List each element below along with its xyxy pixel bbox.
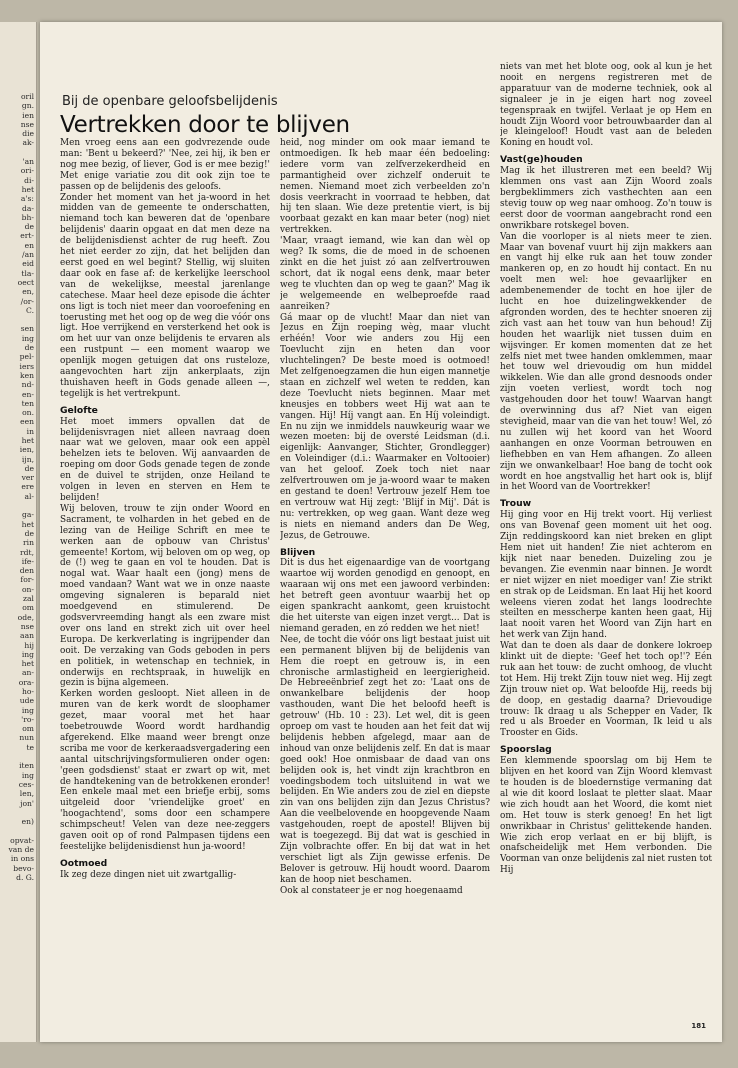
paragraph: Ik zeg deze dingen niet uit zwartgallig-	[60, 869, 237, 880]
prev-page-fragment: ori-	[20, 166, 34, 176]
previous-page-edge	[0, 22, 37, 1042]
prev-page-fragment	[0, 752, 36, 761]
prev-page-fragment: eid	[22, 259, 34, 269]
prev-page-fragment: het	[21, 435, 34, 445]
prev-page-fragment: ode,	[17, 612, 34, 622]
prev-page-fragment: van de	[8, 845, 34, 855]
prev-page-fragment: en)	[21, 817, 34, 827]
prev-page-fragment: om	[22, 603, 34, 613]
prev-page-fragment: opvat-	[10, 835, 34, 845]
prev-page-fragment: ude	[19, 696, 34, 706]
prev-page-fragment: ten	[21, 398, 34, 408]
paragraph: 'Maar, vraagt iemand, wie kan dan wèl op weg? Ik soms, die de moed in de schoenen zinkt en die het juist zó aan zelfvertrouwen schort, dat ik nogal eens denk, maar beter weg te vluchten dan op weg te gaan?' Mag ik je welgemeende en welbeproefde raad aanreiken?	[280, 236, 490, 312]
prev-page-fragment: nd-	[21, 380, 34, 390]
prev-page-fragment: gn.	[21, 101, 34, 111]
prev-page-fragment: aan	[20, 631, 34, 641]
prev-page-fragment: ife-	[21, 556, 34, 566]
section-heading: Vast(ge)houden	[500, 154, 583, 166]
prev-page-fragment: di-	[24, 175, 34, 185]
prev-page-fragment: ijn,	[21, 454, 34, 464]
page-number: 181	[691, 1022, 706, 1030]
prev-page-fragment: de	[24, 463, 34, 473]
prev-page-fragment: 'an	[22, 157, 34, 167]
prev-page-fragment: nse	[20, 621, 34, 631]
prev-page-fragment: ora-	[18, 677, 34, 687]
paragraph: Gá maar op de vlucht! Maar dan niet van Jezus en Zijn roeping wèg, maar vlucht erhéén! Voor wie anders zou Hij een Toevlucht zijn en heten dan voor vluchtelingen? De beste moed is ootmoed! Met zelfgenoegzamen die hun eigen mannetje staan en zichzelf wel weten te redden, kan deze Toevlucht niets beginnen. Maar met kneusjes en tobbers weet Hij wat aan te vangen. Hij! Híj vangt aan. En Híj voleindigt. En nu zijn we inmiddels nauwkeurig waar we wezen moeten: bij de oversté Leidsman (d.i. eigenlijk: Aanvanger, Stichter, Grondlegger) en Voleindiger (d.i.: Waarmaker en Voltooier) van het geloof. Zoek toch niet naar zelfvertrouwen om je ja-woord waar te maken en gestand te doen! Vertrouw jezelf Hem toe en vertrouw wat Hij zegt: 'Blijf in Mij'. Dát is nu: vertrekken, op weg gaan. Want deze weg is niets en niemand anders dan De Weg, Jezus, de Getrouwe.	[280, 312, 490, 541]
prev-page-fragment: nse	[20, 119, 34, 129]
prev-page-fragment: bh-	[21, 212, 34, 222]
prev-page-fragment: ga-	[22, 510, 34, 520]
paragraph: Mag ik het illustreren met een beeld? Wij klemmen ons vast aan Zijn Woord zoals bergbeklimmers zich vasthechten aan een stevig touw op weg naar omhoog. Zo'n touw is eerst door de voorman aangebracht rond een onwrikbare rotskegel boven.	[500, 166, 712, 231]
prev-page-fragment: nun	[19, 733, 34, 743]
prev-page-fragment: de	[24, 222, 34, 232]
prev-page-fragment: oril	[20, 92, 34, 101]
prev-page-fragment: die	[22, 129, 34, 139]
prev-page-fragment: ak-	[22, 138, 34, 148]
prev-page-fragment: a's:	[20, 194, 34, 204]
prev-page-fragment: rdt,	[20, 547, 34, 557]
prev-page-fragment	[0, 501, 36, 510]
prev-page-fragment: en	[24, 240, 34, 250]
prev-page-fragment: het	[21, 184, 34, 194]
prev-page-fragment	[0, 315, 36, 324]
paragraph: Het moet immers opvallen dat de belijdenisvragen niet alleen navraag doen naar wat we geloven, maar ook een appèl behelzen iets te beloven. Wij aanvaarden de roeping om door Gods genade tegen de zonde en de duivel te strijden, onze Heiland te volgen in leven en sterven en Hem te belijden!	[60, 416, 270, 503]
prev-page-fragment: ken	[20, 370, 34, 380]
paragraph: Dit is dus het eigenaardige van de voortgang waartoe wij worden genodigd en genoopt, en waaraan wij ons met een jawoord verbinden: het betreft geen avontuur waarbij het op eigen spankracht aankomt, geen kruistocht die het uiterste van eigen inzet vergt... Dat is niemand geraden, en zó redden we het niet!	[280, 558, 490, 634]
prev-page-fragment: d. G.	[16, 872, 34, 882]
prev-page-fragment: ing	[21, 333, 34, 343]
prev-page-fragment: pel-	[19, 352, 34, 362]
prev-page-fragment: ho-	[21, 687, 34, 696]
prev-page-fragment: jon'	[20, 798, 34, 808]
paragraph: Men vroeg eens aan een godvrezende oude man: 'Bent u bekeerd?' 'Nee, zei hij, ik ben er nog mee bezig, of liever, God is er mee bezig!' Met enige variatie zou dit ook zijn toe te passen op de belijdenis des geloofs.	[60, 138, 270, 192]
prev-page-fragment: sen	[20, 324, 34, 334]
prev-page-fragment: al-	[24, 491, 34, 501]
article-kicker: Bij de openbare geloofsbelijdenis	[62, 94, 278, 109]
prev-page-fragment: en,	[22, 287, 34, 297]
article-title: Vertrekken door te blijven	[60, 112, 350, 138]
prev-page-fragment: /an	[22, 250, 34, 260]
prev-page-fragment: iers	[19, 361, 34, 371]
paragraph: heid, nog minder om ook maar iemand te ontmoedigen. Ik heb maar één bedoeling: iedere vorm van zelfverzekerdheid en parmantigheid over zichzelf onderuit te nemen. Niemand moet zich verbeelden zo'n dosis veerkracht in voorraad te hebben, dat hij ten slaan. Wie deze pretentie viert, is bij voorbaat gezakt en kan maar beter (nog) niet vertrekken.	[280, 138, 490, 236]
prev-page-fragment: te	[26, 742, 34, 752]
prev-page-fragment: /or-	[20, 296, 34, 306]
paragraph: Zonder het moment van het ja-woord in het midden van de gemeente te onderschatten, niemand toch kan beweren dat de 'openbare belijdenis' daarin opgaat en dat men deze na de belijdenisdienst achter de rug heeft. Zou het niet eerder zo zijn, dat het belijden dan eerst goed en wel begint? Stellig, wij sluiten daar ook en fase af: de kerkelijke leerschool van de wekelijkse, meestal jarenlange catechese. Maar heel deze episode die áchter ons ligt is toch niet meer dan vooroefening en toerusting met het oog op de weg die vóór ons ligt. Hoe verrijkend en versterkend het ook is om het uur van onze belijdenis te ervaren als een rustpunt — een moment waarop we openlijk mogen getuigen dat ons rusteloze, aangevochten hart zijn ankerplaats, zijn thuishaven heeft in Gods genade alleen —, tegelijk is het vertrekpunt.	[60, 192, 270, 399]
prev-page-fragment: rin	[23, 538, 34, 548]
prev-page-fragment: het	[21, 519, 34, 529]
prev-page-fragment: on-	[21, 584, 34, 594]
paragraph: Kerken worden gesloopt. Niet alleen in de muren van de kerk wordt de sloophamer gezet, maar vooral met het haar toebetrouwde Woord wordt hardhandig afgerekend. Elke maand weer brengt onze scriba me voor de kerkeraadsvergadering een aantal uitschrijvingsformulieren onder ogen: 'geen godsdienst' staat er zwart op wit, met de handtekening van de betrokkenen eronder! Een enkele maal met een briefje erbij, soms uitgeleid door 'vriendelijke groet' en 'hoogachtend', soms door een schampere schimpscheut! Velen van deze nee-zeggers gaven ooit op of rond Palmpasen tijdens een feestelijke belijdenisdienst hun ja-woord!	[60, 689, 270, 852]
prev-page-fragment: ere	[21, 482, 34, 492]
prev-page-fragment: oect	[17, 277, 34, 287]
prev-page-fragment: bevo-	[13, 863, 34, 873]
prev-page-fragment: een	[20, 417, 34, 427]
prev-page-fragment: ing	[21, 705, 34, 715]
prev-page-fragment: an-	[22, 668, 34, 678]
paragraph: Ook al constateer je er nog hoegenaamd	[280, 885, 463, 896]
paragraph: Wij beloven, trouw te zijn onder Woord en Sacrament, te volharden in het gebed en de lezing van de Heilige Schrift en mee te werken aan de opbouw van Christus' gemeente! Kortom, wij beloven om op weg, op de (!) weg te gaan en vol te houden. Dat is nogal wat. Waar haalt een (jong) mens de moed vandaan? Want wat we in onze naaste omgeving signaleren is beparald niet moedgevend en stimulerend. De godsvervreemding hangt als een zware mist over ons land en strekt zich uit over heel Europa. De kerkverlating is ingrijpender dan ooit. De verzaking van Gods geboden in pers en politiek, in wetenschap en techniek, in onderwijs en rechtspraak, in huwelijk en gezin is bijna algemeen.	[60, 503, 270, 689]
paragraph: Van die voorloper is al niets meer te zien. Maar van bovenaf vuurt hij zijn makkers aan en vangt hij elke ruk aan het touw zonder mankeren op, en zo houdt hij contact. En nu voelt men wel: hoe gevaarlijker en adembenemender de tocht en hoe ijler de lucht en hoe duizelingwekkender de afgronden worden, des te hechter snoeren zij zich vast aan het touw van hun behoud! Zij houden het waarlijk niet tussen duim en wijsvinger. Er komen momenten dat ze het zelfs niet met twee handen omklemmen, maar het touw wel drievoudig om hun middel wikkelen. Wie dan alle grond desnoods onder zijn voeten verliest, wordt toch nog vastgehouden door het touw! Waarvan hangt de overwinning dus af? Niet van eigen stevigheid, maar van die van het touw! Wel, zó nu zullen wij het koord van het Woord aanhangen en onze Voorman betrouwen en liefhebben en van Hem afhangen. Zo alleen zijn we onwankelbaar! Hoe bang de tocht ook wordt en hoe angstvallig het hart ook is, blijf in het Woord van de Voortrekker!	[500, 231, 712, 493]
prev-page-fragment: on.	[22, 408, 34, 418]
prev-page-fragment: zal	[23, 594, 34, 604]
prev-page-fragment: en-	[22, 389, 34, 399]
prev-page-fragment: len,	[19, 789, 34, 799]
prev-page-fragment: het	[21, 659, 34, 669]
prev-page-fragment: for-	[20, 575, 34, 585]
prev-page-fragment: 'ro-	[21, 714, 34, 724]
prev-page-fragment: ces-	[18, 779, 34, 789]
prev-page-fragment	[0, 148, 36, 157]
prev-page-fragment	[0, 826, 36, 835]
paragraph: Hij ging voor en Hij trekt voort. Hij verliest ons van Bovenaf geen moment uit het oog. Zijn reddingskoord kan niet breken en glipt Hem niet uit handen! Zie niet achterom en kijk niet naar beneden. Duizeling zou je bevangen. Zie evenmin naar binnen. Je wordt er niet wijzer en niet moediger van! Zie strikt en strak op de Leidsman. En laat Hij het koord weleens vieren zodat het langs loodrechte steilten en messcherpe kanten heen gaat, Hij laat nooit varen het Woord van Zijn hart en het werk van Zijn hand.	[500, 510, 712, 641]
prev-page-fragment: de	[24, 343, 34, 353]
prev-page-fragment: iten	[19, 761, 34, 771]
prev-page-fragment: de	[24, 528, 34, 538]
text-column-1	[60, 138, 270, 1036]
prev-page-fragment: ien,	[19, 445, 34, 455]
prev-page-fragment: tla-	[21, 268, 34, 278]
prev-page-fragment: C.	[26, 305, 34, 315]
section-heading: Trouw	[500, 498, 532, 510]
prev-page-fragment: den	[19, 566, 34, 576]
text-column-3	[500, 62, 712, 1036]
prev-page-fragment: ing	[21, 770, 34, 780]
section-heading: Blijven	[280, 546, 316, 558]
section-heading: Ootmoed	[60, 857, 108, 869]
prev-page-fragment: ing	[21, 649, 34, 659]
prev-page-fragment: da-	[22, 203, 34, 213]
prev-page-fragment	[0, 808, 36, 817]
prev-page-fragment: om	[22, 724, 34, 734]
prev-page-fragment: ver	[21, 473, 34, 483]
paragraph: Wat dan te doen als daar de donkere lokroep klinkt uit de diepte: 'Geef het toch op!'? Eén ruk aan het touw: de zucht omhoog, de vlucht tot Hem. Hij trekt Zijn touw niet weg. Hij zegt Zijn trouw niet op. Wat beloofde Hij, reeds bij de doop, en gestadig daarna? Drievoudige trouw: Ik draag u als Schepper en Vader, Ik red u als Broeder en Voorman, Ik leid u als Trooster en Gids.	[500, 641, 712, 739]
prev-page-fragment: hij	[24, 640, 34, 650]
prev-page-fragment: ien	[22, 110, 34, 120]
prev-page-fragment: in	[26, 426, 34, 436]
magazine-page	[40, 22, 722, 1042]
paragraph: niets van met het blote oog, ook al kun je het nooit en nergens registreren met de apparatuur van de moderne techniek, ook al signaleer je in je eigen hart nog zoveel tegenspraak en twijfel. Verlaat je op Hem en houdt Zijn Woord voor betrouwbaarder dan al je kleingeloof! Houdt vast aan de beleden Koning en houdt vol.	[500, 62, 712, 149]
paragraph: Een klemmende spoorslag om bij Hem te blijven en het koord van Zijn Woord klemvast te houden is de bloedernstige vermaning dat al wie dit koord loslaat te pletter slaat. Maar wie zich houdt aan het Woord, die komt niet om. Het touw is sterk genoeg! En het ligt onwrikbaar in Christus' gelittekende handen. Wie zich erop verlaat en er bij blijft, is onafscheidelijk met Hem verbonden. Die Voorman van onze belijdenis zal niet rusten tot Hij	[500, 756, 712, 876]
section-heading: Spoorslag	[500, 744, 552, 756]
text-column-2	[280, 138, 490, 1036]
section-heading: Gelofte	[60, 404, 98, 416]
prev-page-fragment: in ons	[10, 854, 34, 864]
prev-page-fragment: ert-	[20, 231, 34, 241]
paragraph: Nee, de tocht die vóór ons ligt bestaat juist uit een permanent blijven bij de belijdenis van Hem die roept en getrouw is, in een chronische armlastigheid en leergierigheid. De Hebreeënbrief zegt het zo: 'Laat ons de onwankelbare belijdenis der hoop vasthouden, want Die het beloofd heeft is getrouw' (Hb. 10 : 23). Let wel, dit is geen oproep om vast te houden aan het feit dat wij belijdenis hebben afgelegd, maar aan de inhoud van onze belijdenis zelf. En dat is maar goed ook! Hoe onmisbaar de daad van ons belijden ook is, het vindt zijn krachtbron en voedingsbodem toch uitsluitend in wat we belijden. En Wie anders zou de ziel en diepste zin van ons belijden zijn dan Jezus Christus? Aan die veelbelovende en hoopgevende Naam vastgehouden, roept de apostel! Blijven bij wat is toegezegd. Bij dat wat is geschied in Zijn volbrachte offer. En bij dat wat in het verschiet ligt als Zijn gewisse erfenis. De Belover is getrouw. Hij houdt woord. Daarom kan de hoop niet beschamen.	[280, 634, 490, 885]
